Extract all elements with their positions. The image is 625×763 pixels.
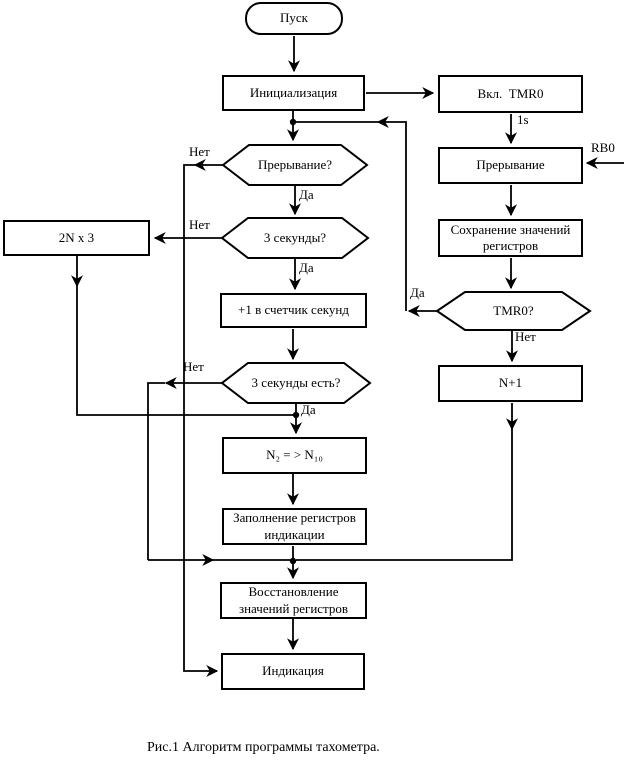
edge-label-interrupt-yes: Да: [299, 187, 314, 202]
node-fill-indication-regs: Заполнение регистров индикации: [222, 508, 367, 545]
edge-label-tmr0-yes: Да: [410, 285, 425, 300]
junction-dot-middle: [293, 412, 299, 418]
node-init: Инициализация: [222, 75, 365, 111]
edge-interruptq-no-to-indication: [184, 165, 217, 671]
edge-label-three-sec-no: Нет: [189, 217, 210, 232]
decision-three-sec-done-label: 3 секунды есть?: [251, 375, 341, 390]
junction-dot-top: [290, 119, 296, 125]
node-2n-x-3: 2N x 3: [3, 220, 150, 256]
decision-interrupt-label: Прерывание?: [257, 157, 333, 172]
node-inc-seconds: +1 в счетчик секунд: [220, 293, 367, 328]
node-save-regs: Сохранение значений регистров: [438, 219, 583, 257]
junction-dot-bottom: [290, 558, 296, 564]
edge-tmr0q-yes-b: [378, 122, 406, 311]
decision-tmr0-label: TMR0?: [493, 303, 534, 318]
edge-label-rb0: RB0: [591, 140, 615, 155]
edge-label-tmr0-no: Нет: [515, 329, 536, 344]
figure-caption: Рис.1 Алгоритм программы тахометра.: [147, 740, 380, 755]
node-tmr0-on: Вкл. TMR0: [438, 75, 583, 113]
node-bin-to-dec: N₂ = > N₁₀: [222, 437, 367, 474]
edge-label-interrupt-no: Нет: [189, 144, 210, 159]
node-start: Пуск: [245, 2, 343, 35]
edge-label-three-sec-yes: Да: [299, 260, 314, 275]
edge-label-three-sec-done-no: Нет: [183, 359, 204, 374]
decision-three-sec-label: 3 секунды?: [263, 230, 327, 245]
node-restore-regs: Восстановление значений регистров: [220, 582, 367, 619]
node-interrupt: Прерывание: [438, 147, 583, 184]
node-indication: Индикация: [221, 653, 365, 690]
edge-label-1s: 1s: [517, 112, 529, 127]
edge-threesecdone-no-down: [148, 383, 165, 560]
edge-label-three-sec-done-yes: Да: [301, 402, 316, 417]
node-n-plus-1: N+1: [438, 365, 583, 402]
